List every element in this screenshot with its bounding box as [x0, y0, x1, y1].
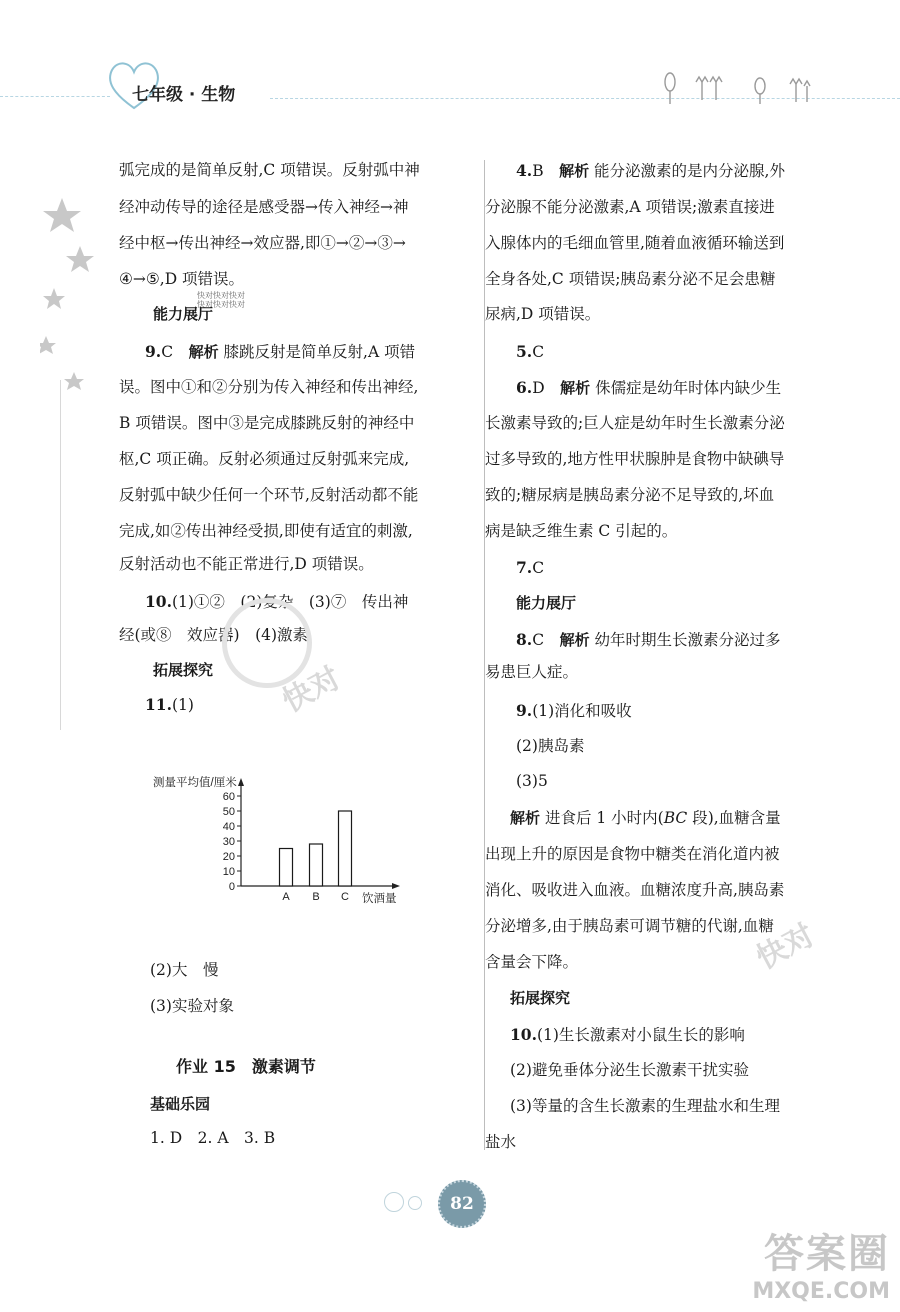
q6-line-2: 长激素导致的;巨人症是幼年时生长激素分泌 — [485, 414, 785, 432]
y-tick-label: 20 — [222, 851, 235, 863]
analysis-line-4: 分泌增多,由于胰岛素可调节糖的代谢,血糖 — [485, 917, 774, 935]
small-watermark: 快对快对快对 快对快对快对 — [197, 291, 245, 309]
page-deco-circle-2 — [408, 1196, 422, 1210]
stamp-watermark-left: 快对 — [276, 660, 347, 720]
y-tick-label: 50 — [222, 806, 235, 818]
x-tick-label: C — [341, 891, 349, 903]
y-axis-arrow — [238, 778, 244, 786]
section-heading-explore-left: 拓展探究 — [153, 661, 214, 679]
page-number-badge: 82 — [438, 1180, 486, 1228]
bar-chart — [150, 770, 410, 910]
stamp-watermark-right: 快对 — [750, 917, 821, 977]
q9-right-sub2: (2)胰岛素 — [516, 737, 585, 755]
bar — [339, 811, 352, 886]
y-tick-label: 60 — [222, 791, 235, 803]
y-tick-label: 40 — [222, 821, 235, 833]
x-tick-label: B — [312, 891, 320, 903]
analysis-line-1: 解析 进食后 1 小时内(BC 段),血糖含量 — [510, 809, 781, 827]
q10-right-sub3: (3)等量的含生长激素的生理盐水和生理 — [510, 1097, 780, 1115]
y-tick-label: 30 — [222, 836, 235, 848]
bar — [280, 849, 293, 887]
analysis-line-2: 出现上升的原因是食物中糖类在消化道内被 — [485, 845, 780, 863]
q8-first-line: 8.C 解析 幼年时期生长激素分泌过多 — [516, 630, 781, 649]
bar-chart-svg — [150, 770, 410, 910]
q9-line-5: 反射弧中缺少任何一个环节,反射活动都不能 — [119, 486, 419, 504]
left-line-4: ④→⑤,D 项错误。 — [119, 270, 245, 288]
corner-logo-main: 答案圈 — [764, 1231, 890, 1277]
corner-logo-sub: MXQE.COM — [752, 1279, 890, 1304]
q8-line-2: 易患巨人症。 — [485, 663, 579, 681]
header-divider-left — [0, 96, 110, 97]
q10-line-2: 经(或⑧ 效应器) (4)激素 — [119, 626, 309, 644]
flower-decoration-icon — [660, 68, 820, 112]
q11-sub2: (2)大 慢 — [150, 961, 219, 979]
q10-right-sub1: 10.(1)生长激素对小鼠生长的影响 — [510, 1025, 745, 1044]
q10-right-sub2: (2)避免垂体分泌生长激素干扰实验 — [510, 1061, 749, 1079]
section-heading-explore-right: 拓展探究 — [510, 989, 571, 1007]
q10-right-sub3b: 盐水 — [485, 1133, 517, 1151]
left-margin-line — [60, 380, 61, 730]
q4-line-3: 入腺体内的毛细血管里,随着血液循环输送到 — [485, 234, 785, 252]
q4-line-4: 全身各处,C 项错误;胰岛素分泌不足会患糖 — [485, 270, 776, 288]
section-heading-ability-right: 能力展厅 — [516, 594, 577, 612]
corner-logo — [752, 1222, 890, 1304]
q4-line-5: 尿病,D 项错误。 — [485, 305, 601, 323]
section-heading-ability: 能力展厅 — [153, 305, 214, 323]
y-axis-label: 测量平均值/厘米 — [153, 777, 237, 789]
q9-first-line: 9.C 解析 膝跳反射是简单反射,A 项错 — [145, 342, 416, 361]
analysis-line-5: 含量会下降。 — [485, 953, 579, 971]
stamp-circle-left — [222, 598, 312, 688]
q9-line-2: 误。图中①和②分别为传入神经和传出神经, — [119, 378, 419, 396]
q9-line-4: 枢,C 项正确。反射必须通过反射弧来完成, — [119, 450, 410, 468]
left-line-3: 经中枢→传出神经→效应器,即①→②→③→ — [119, 234, 406, 252]
analysis-line-3: 消化、吸收进入血液。血糖浓度升高,胰岛素 — [485, 881, 785, 899]
x-axis-arrow — [392, 883, 400, 889]
left-line-1: 弧完成的是简单反射,C 项错误。反射弧中神 — [119, 161, 420, 179]
q10-line-1: 10.(1)①② (2)复杂 (3)⑦ 传出神 — [145, 592, 409, 611]
left-line-2: 经冲动传导的途径是感受器→传入神经→神 — [119, 198, 409, 216]
x-axis-label: 饮酒量 — [362, 893, 397, 905]
q11-sub3: (3)实验对象 — [150, 997, 234, 1015]
page-deco-circle-1 — [384, 1192, 404, 1212]
q6-line-5: 病是缺乏维生素 C 引起的。 — [485, 522, 678, 540]
q7-line: 7.C — [516, 558, 545, 577]
bar — [310, 844, 323, 886]
header-title: 七年级 · 生物 — [132, 85, 236, 105]
y-tick-label: 0 — [228, 881, 235, 893]
star-decoration-icon — [40, 196, 100, 420]
q9-right-sub1: 9.(1)消化和吸收 — [516, 701, 632, 720]
q6-line-3: 过多导致的,地方性甲状腺肿是食物中缺碘导 — [485, 450, 785, 468]
q9-right-sub3: (3)5 — [516, 772, 548, 790]
x-tick-label: A — [282, 891, 290, 903]
q4-first-line: 4.B 解析 能分泌激素的是内分泌腺,外 — [516, 161, 785, 180]
q11-line: 11.(1) — [145, 695, 194, 714]
basic-answers: 1. D 2. A 3. B — [150, 1129, 276, 1147]
q6-first-line: 6.D 解析 侏儒症是幼年时体内缺少生 — [516, 378, 782, 397]
section-heading-basic: 基础乐园 — [150, 1095, 211, 1113]
q4-line-2: 分泌腺不能分泌激素,A 项错误;激素直接进 — [485, 198, 775, 216]
q6-line-4: 致的;糖尿病是胰岛素分泌不足导致的,坏血 — [485, 486, 775, 504]
y-tick-label: 10 — [222, 866, 235, 878]
q9-line-7: 反射活动也不能正常进行,D 项错误。 — [119, 555, 374, 573]
q5-line: 5.C — [516, 342, 545, 361]
q9-line-3: B 项错误。图中③是完成膝跳反射的神经中 — [119, 414, 415, 432]
homework-title: 作业 15 激素调节 — [176, 1057, 316, 1076]
q9-line-6: 完成,如②传出神经受损,即使有适宜的刺激, — [119, 522, 413, 540]
